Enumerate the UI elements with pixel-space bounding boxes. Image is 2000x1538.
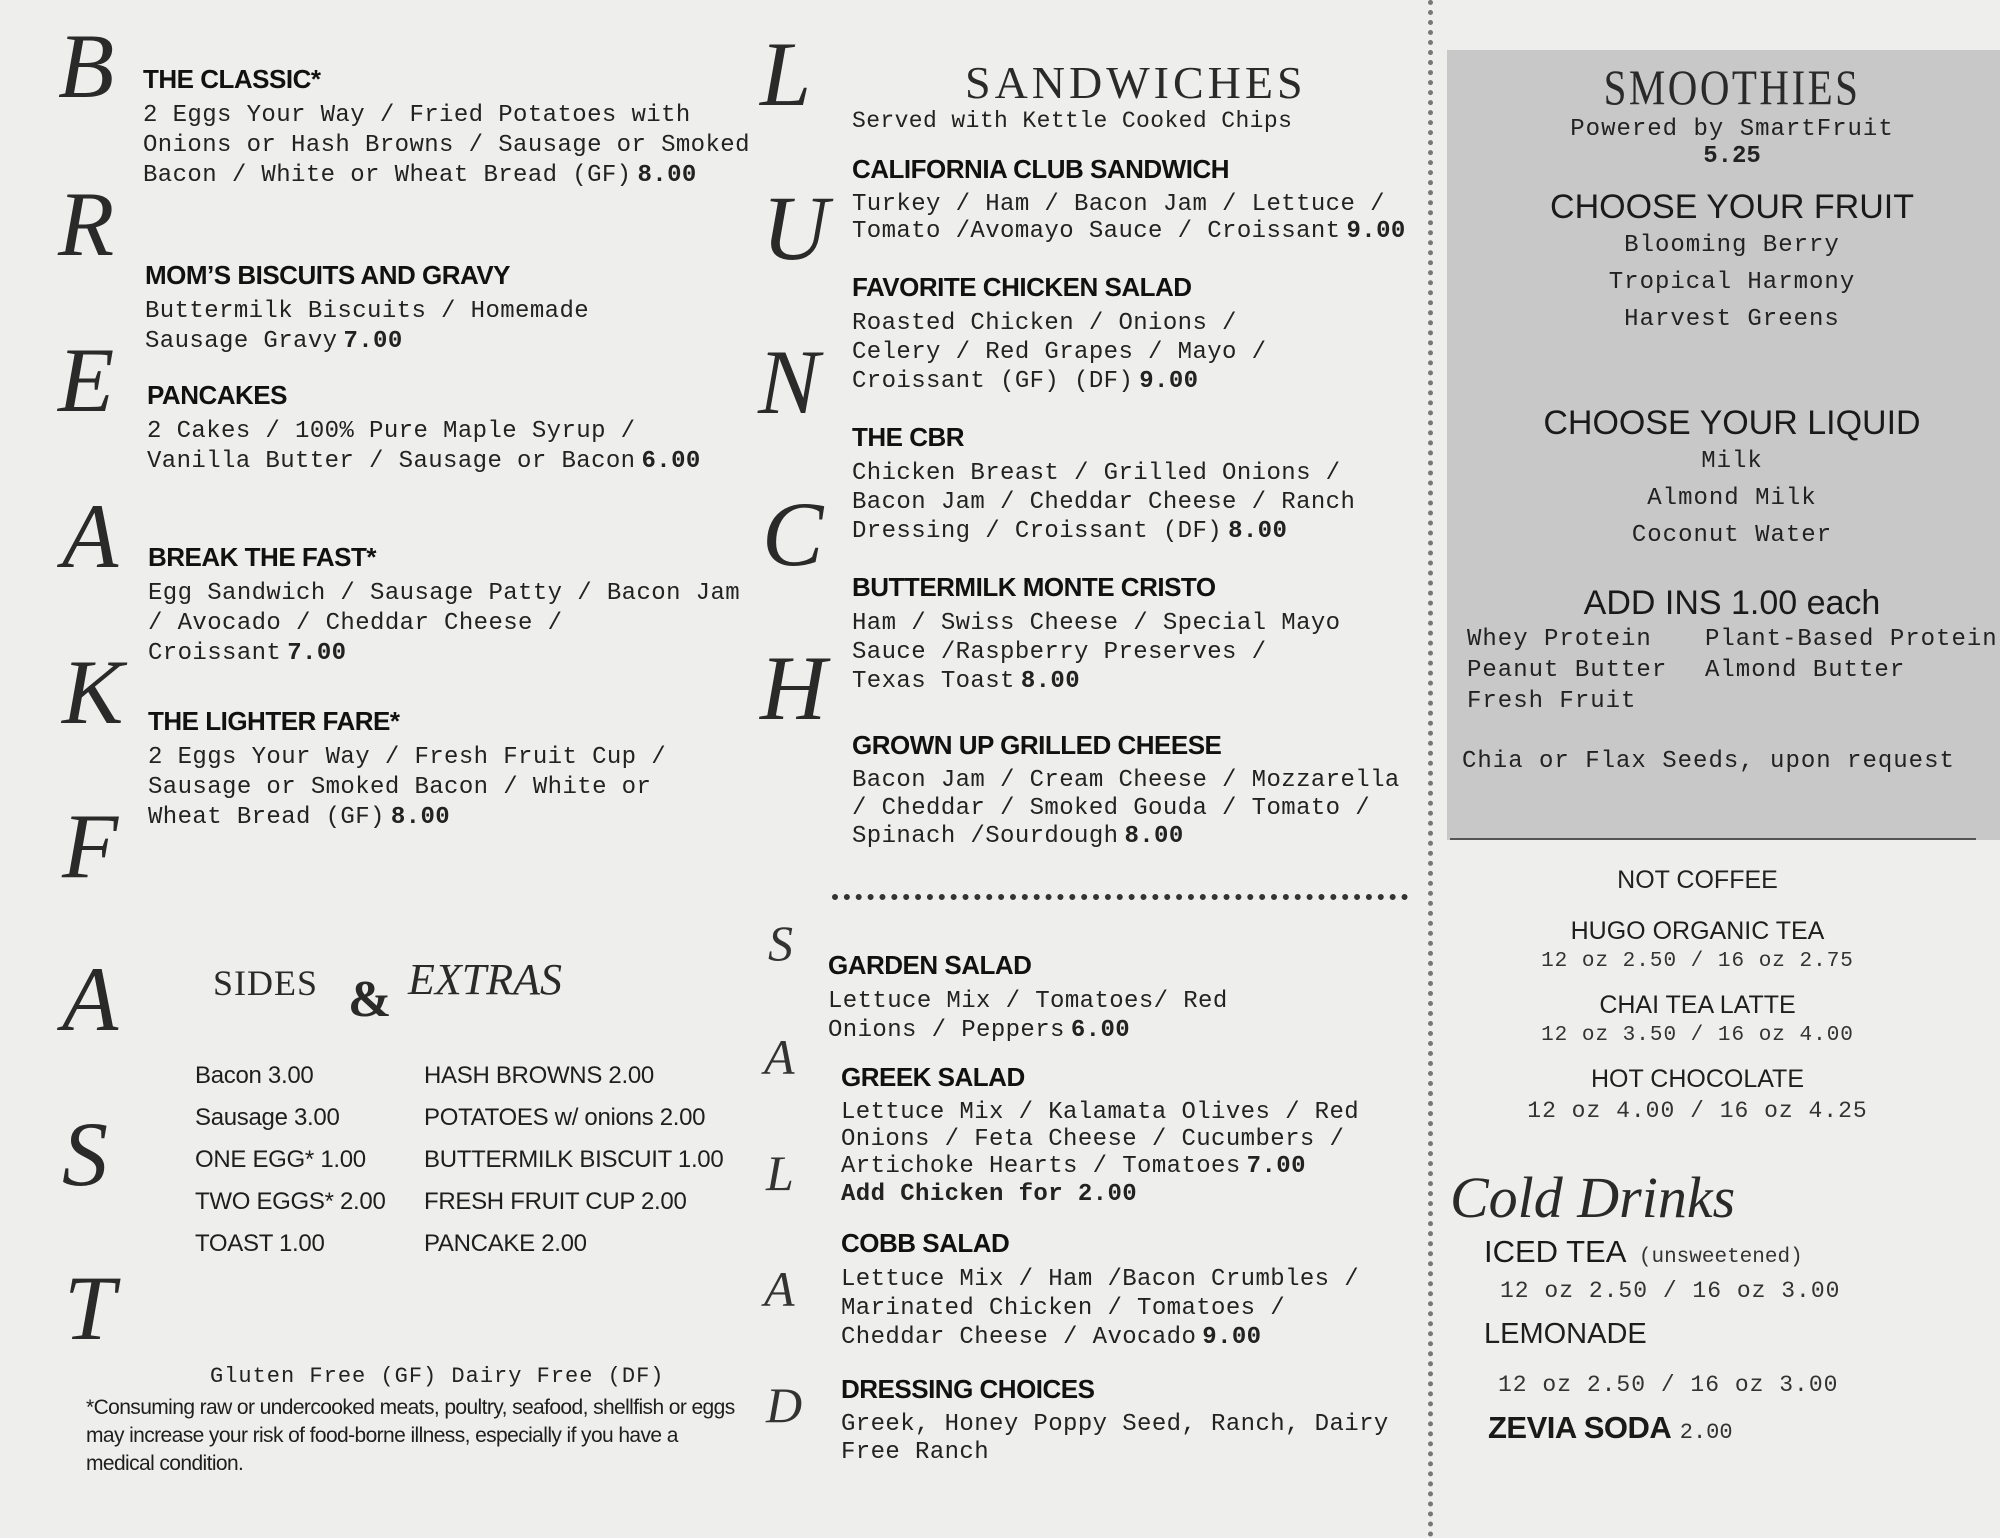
menu-item xyxy=(841,1374,1401,1467)
menu-item xyxy=(852,730,1422,851)
drink-price: 2.00 xyxy=(1679,1420,1733,1445)
drink-price: 12 oz 2.50 / 16 oz 3.00 xyxy=(1498,1372,1839,1398)
addins-heading-text: ADD INS 1.00 each xyxy=(1583,584,1881,622)
breakfast-letter: B xyxy=(58,15,115,117)
menu-item xyxy=(145,260,665,357)
item-price: 7.00 xyxy=(1246,1153,1306,1180)
item-description xyxy=(852,309,1302,396)
ampersand: & xyxy=(348,971,392,1028)
item-desc-text: Egg Sandwich / Sausage Patty / Bacon Jam / Avocado / Cheddar Cheese / Croissant xyxy=(148,580,741,667)
side-item: HASH BROWNS 2.00 xyxy=(424,1062,654,1089)
fruit-option: Tropical Harmony xyxy=(1608,269,1856,296)
breakfast-letter: S xyxy=(62,1103,108,1205)
extras-heading: EXTRAS xyxy=(408,955,562,1004)
item-description xyxy=(148,743,738,833)
side-item: TOAST 1.00 xyxy=(195,1230,325,1257)
fruit-heading: CHOOSE YOUR FRUIT xyxy=(1550,188,1914,226)
breakfast-letter: R xyxy=(58,173,115,275)
smoothies-powered-by: Powered by SmartFruit xyxy=(1570,116,1894,143)
side-item: TWO EGGS* 2.00 xyxy=(195,1188,386,1215)
menu-item xyxy=(852,272,1302,396)
sides-heading: SIDES xyxy=(213,963,319,1003)
addin-option: Fresh Fruit xyxy=(1467,688,1637,715)
item-description xyxy=(841,1099,1381,1180)
dietary-legend: Gluten Free (GF) Dairy Free (DF) xyxy=(210,1364,665,1389)
not-coffee-heading: NOT COFFEE xyxy=(1617,866,1778,894)
liquid-heading: CHOOSE YOUR LIQUID xyxy=(1543,404,1921,442)
item-price: 7.00 xyxy=(287,640,347,667)
item-price: 6.00 xyxy=(1070,1017,1131,1044)
drink-item xyxy=(1450,991,1945,1047)
menu-item xyxy=(148,706,738,833)
item-price: 8.00 xyxy=(637,162,697,189)
drink-note: (unsweetened) xyxy=(1638,1246,1803,1269)
side-item: BUTTERMILK BISCUIT 1.00 xyxy=(424,1146,724,1173)
liquid-option: Coconut Water xyxy=(1631,522,1833,549)
item-desc-text: Lettuce Mix / Tomatoes/ Red Onions / Peppers xyxy=(828,988,1228,1044)
breakfast-letter: F xyxy=(62,795,119,897)
item-name: BREAK THE FAST* xyxy=(148,542,376,572)
item-description xyxy=(828,987,1268,1045)
item-desc-text: Bacon Jam / Cream Cheese / Mozzarella / Cheddar / Smoked Gouda / Tomato / Spinach /Sourdough xyxy=(852,767,1400,850)
sides-column-left xyxy=(195,1062,386,1272)
menu-item xyxy=(852,154,1412,245)
item-desc-text: Roasted Chicken / Onions / Celery / Red Grapes / Mayo / Croissant (GF) (DF) xyxy=(852,310,1267,395)
salad-letter: A xyxy=(764,1029,795,1085)
item-addon: Add Chicken for 2.00 xyxy=(841,1181,1138,1208)
menu-item xyxy=(841,1062,1381,1210)
side-item: PANCAKE 2.00 xyxy=(424,1230,587,1257)
item-description xyxy=(852,767,1422,851)
item-price: 8.00 xyxy=(390,804,451,831)
item-price: 9.00 xyxy=(1202,1324,1262,1351)
fruit-options xyxy=(1447,188,2000,338)
column-divider xyxy=(1428,0,1433,1538)
drink-item xyxy=(1484,1234,1803,1270)
sandwiches-heading: SANDWICHES xyxy=(965,57,1307,108)
side-item: Bacon 3.00 xyxy=(195,1062,314,1089)
fruit-option: Harvest Greens xyxy=(1624,306,1840,333)
item-description xyxy=(145,297,665,357)
addin-option: Peanut Butter xyxy=(1467,657,1668,684)
menu-item xyxy=(852,572,1342,696)
smoothies-heading: SMOOTHIES xyxy=(1603,59,1861,115)
side-item: POTATOES w/ onions 2.00 xyxy=(424,1104,706,1131)
item-desc-text: 2 Cakes / 100% Pure Maple Syrup / Vanilla Butter / Sausage or Bacon xyxy=(147,418,636,475)
drink-name: HOT CHOCOLATE xyxy=(1591,1065,1804,1093)
drink-price: 12 oz 2.50 / 16 oz 2.75 xyxy=(1541,950,1854,973)
lunch-letter: N xyxy=(758,331,820,433)
item-desc-text: Lettuce Mix / Kalamata Olives / Red Onions / Feta Cheese / Cucumbers / Artichoke Hearts / Tomatoes xyxy=(841,1099,1360,1180)
item-price: 8.00 xyxy=(1124,823,1184,850)
breakfast-letter: K xyxy=(62,641,124,743)
not-coffee-section xyxy=(1450,866,1945,1124)
side-item: FRESH FRUIT CUP 2.00 xyxy=(424,1188,687,1215)
drink-name: ZEVIA SODA xyxy=(1488,1410,1672,1445)
item-price: 9.00 xyxy=(1139,368,1199,395)
addins-left xyxy=(1467,624,1667,717)
seeds-note: Chia or Flax Seeds, upon request xyxy=(1462,748,1955,775)
liquid-options xyxy=(1447,404,2000,554)
lunch-letter: L xyxy=(760,23,812,125)
breakfast-letter: T xyxy=(64,1257,116,1359)
sandwiches-subtitle: Served with Kettle Cooked Chips xyxy=(852,108,1293,134)
menu-item xyxy=(147,380,707,477)
item-desc-text: 2 Eggs Your Way / Fresh Fruit Cup / Sausage or Smoked Bacon / White or Wheat Bread (GF) xyxy=(148,744,667,831)
breakfast-letter: E xyxy=(58,329,115,431)
drink-name: LEMONADE xyxy=(1484,1318,1647,1350)
side-item: ONE EGG* 1.00 xyxy=(195,1146,366,1173)
menu-item xyxy=(828,950,1268,1045)
item-name: FAVORITE CHICKEN SALAD xyxy=(852,272,1192,302)
salad-letter: D xyxy=(766,1377,803,1433)
item-name: THE CBR xyxy=(852,422,965,452)
item-desc-text: Ham / Swiss Cheese / Special Mayo Sauce /Raspberry Preserves / Texas Toast xyxy=(852,610,1341,695)
addin-option: Whey Protein xyxy=(1467,626,1652,653)
item-description: Greek, Honey Poppy Seed, Ranch, Dairy Free Ranch xyxy=(841,1411,1389,1466)
item-description xyxy=(147,417,707,477)
drink-name: ICED TEA xyxy=(1484,1234,1627,1269)
menu-item xyxy=(852,422,1372,546)
item-name: GREEK SALAD xyxy=(841,1062,1025,1092)
breakfast-letter: A xyxy=(62,485,119,587)
item-description xyxy=(841,1265,1401,1352)
menu-item xyxy=(148,542,748,669)
item-desc-text: Chicken Breast / Grilled Onions / Bacon Jam / Cheddar Cheese / Ranch Dressing / Croissant (DF) xyxy=(852,460,1356,545)
item-description xyxy=(852,609,1342,696)
item-name: GROWN UP GRILLED CHEESE xyxy=(852,730,1222,760)
drink-price: 12 oz 4.00 / 16 oz 4.25 xyxy=(1527,1098,1868,1124)
item-name: COBB SALAD xyxy=(841,1228,1010,1258)
breakfast-letter: A xyxy=(62,948,119,1050)
lunch-letter: U xyxy=(762,177,829,279)
liquid-option: Almond Milk xyxy=(1647,485,1817,512)
lunch-letter: H xyxy=(760,637,827,739)
salad-letter: S xyxy=(768,915,793,971)
drink-item xyxy=(1450,917,1945,973)
drink-name: HUGO ORGANIC TEA xyxy=(1570,917,1825,945)
item-desc-text: Turkey / Ham / Bacon Jam / Lettuce / Tomato /Avomayo Sauce / Croissant xyxy=(852,191,1385,245)
addin-option: Almond Butter xyxy=(1705,657,1906,684)
item-price: 9.00 xyxy=(1346,218,1406,245)
sides-column-right xyxy=(424,1062,723,1272)
lunch-letter: C xyxy=(762,483,824,585)
drink-item xyxy=(1450,1065,1945,1124)
salad-letter: L xyxy=(766,1145,794,1201)
food-safety-disclaimer: *Consuming raw or undercooked meats, poultry, seafood, shellfish or eggs may increase your risk of food-borne illness, especially if you have a medical condition. xyxy=(86,1396,735,1475)
section-rule xyxy=(1450,838,1976,840)
drink-price: 12 oz 3.50 / 16 oz 4.00 xyxy=(1541,1024,1854,1047)
item-price: 8.00 xyxy=(1020,668,1081,695)
item-price: 7.00 xyxy=(343,328,403,355)
menu-item xyxy=(143,64,753,191)
addins-right xyxy=(1705,624,1998,686)
item-description xyxy=(852,459,1372,546)
item-name: MOM’S BISCUITS AND GRAVY xyxy=(145,260,511,290)
item-desc-text: 2 Eggs Your Way / Fried Potatoes with Onions or Hash Browns / Sausage or Smoked Bacon / White or Wheat Bread (GF) xyxy=(143,102,750,189)
smoothies-section xyxy=(1447,58,2000,170)
item-name: DRESSING CHOICES xyxy=(841,1374,1095,1404)
item-name: CALIFORNIA CLUB SANDWICH xyxy=(852,154,1229,184)
liquid-option: Milk xyxy=(1701,448,1763,475)
addin-option: Plant-Based Protein xyxy=(1705,626,1998,653)
item-price: 8.00 xyxy=(1228,518,1288,545)
cold-drinks-heading: Cold Drinks xyxy=(1450,1165,1736,1230)
item-description xyxy=(143,101,753,191)
item-description xyxy=(148,579,748,669)
smoothies-price: 5.25 xyxy=(1703,143,1761,170)
menu-item xyxy=(841,1228,1401,1352)
item-desc-text: Buttermilk Biscuits / Homemade Sausage Gravy xyxy=(145,298,590,355)
item-description xyxy=(852,191,1412,245)
drink-item xyxy=(1488,1410,1733,1446)
item-name: GARDEN SALAD xyxy=(828,950,1032,980)
drink-price: 12 oz 2.50 / 16 oz 3.00 xyxy=(1500,1278,1841,1304)
item-name: THE LIGHTER FARE* xyxy=(148,706,400,736)
drink-name: CHAI TEA LATTE xyxy=(1599,991,1796,1019)
item-price: 6.00 xyxy=(641,448,701,475)
fruit-option: Blooming Berry xyxy=(1624,232,1840,259)
addins-heading xyxy=(1447,584,2000,623)
item-desc-text: Lettuce Mix / Ham /Bacon Crumbles / Marinated Chicken / Tomatoes / Cheddar Cheese / Avocado xyxy=(841,1266,1360,1351)
salad-letter: A xyxy=(764,1261,795,1317)
section-divider xyxy=(832,894,1408,900)
item-name: THE CLASSIC* xyxy=(143,64,321,94)
item-name: BUTTERMILK MONTE CRISTO xyxy=(852,572,1216,602)
side-item: Sausage 3.00 xyxy=(195,1104,340,1131)
item-name: PANCAKES xyxy=(147,380,287,410)
